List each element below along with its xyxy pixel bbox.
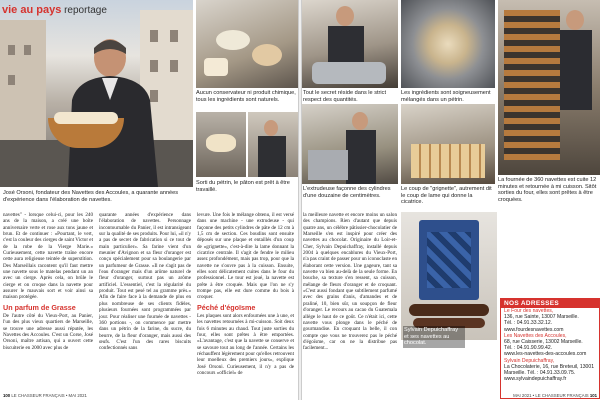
magazine-name-left: LE CHASSEUR FRANÇAIS • MAI 2021: [11, 393, 87, 398]
caption-hero: José Orsoni, fondateur des Navettes des Accoules, a quarante années d'expérience dans l'élaboration de navettes.: [3, 190, 179, 203]
article-column-1: [3, 212, 93, 390]
address-3-website[interactable]: www.sylvaindepuichaffray.fr: [504, 376, 567, 383]
page-number-right: 101: [589, 393, 597, 398]
kicker-reportage: reportage: [61, 5, 107, 16]
left-page: [0, 0, 298, 400]
hero-photo-jose-orsoni: [0, 0, 193, 187]
address-2-street: 68, rue Caisserie, 13002 Marseille.: [504, 339, 583, 346]
article-paragraph: Les plaques sont alors enfournées une à une, et les navettes retournées à mi-cuisson. Soit deux fois 6 minutes au chaud. Tout juste sorties du four, elles sont prêtes à être emportées. «L'avantage, c'est que la navette se conserve et se savoure tout au long de l'année. Certains les réchauffent légèrement pour qu'elles retrouvent leur moelleux des premiers jours», explique José Orsoni. Curieusement, il n'y a pas de concours «officiel» de: [197, 312, 294, 376]
article-paragraph: la meilleure navette et encore moins un salon des champions. Rien d'autant que depuis quatre ans, un célèbre pâtissier-chocolatier de Marseille s'en est inspiré pour créer des navettes au chocolat. Originaire du Loir-et-Cher, Sylvain Depuichaffray, installé depuis 2004 à quelques encablures du Vieux-Port, n'a pas craint de passer pour un iconoclaste en élaborant cette version. Une gageure, tant sa navette va bien au-delà de la seule forme. En bouche, sa texture s'en ressent, sa cuisson, mélange de fleurs d'oranger et de croquant. «C'est aussi fondant que subtilement parfumé avec des grains d'anis, d'amandes et de praliné, 10, bien sûr, un soupçon de fleur d'oranger. Le recours au cacao du Guatemala allège le haut de ce goût. Ce n'était ici, cette navette vous plonge dans le péché de gourmandise. En croquant la belle, il con compte que vous ne trouverez pas le péché d'égoïsme, car on ne la distribue pas facilement...: [303, 212, 397, 352]
article-paragraph: quarante années d'expérience dans l'élaboration de navettes. Personnage incontournable du Panier, il est intransigeant sur la qualité de ses produits. Pour lui, «il n'y a pas de secret de fabrication si ce tout de main particulier». Sa farine vient d'un meunier d'Avignon et sa fleur d'oranger est conçu spécialement pour sa boulangerie par un parfumeur de Grasse. «Il ne s'agit pas de l'eau d'oranger mais d'un arôme naturel de fleur d'oranger, surtout pas un arôme artificiel. L'essentiel, c'est la régularité du produit. Tout est pesé tel au gramme près.» Afin de faire face à la demande de plus en plus nombreuse de ses clients fidèles, plusieurs fournées sont programmées par jour. Pour réaliser une fournée de navettes - 360 portions -, on commence par mettre dans un pétrin de la farine, du sucre, du beurre, de la fleur d'oranger, mais aussi des œufs. C'est l'un des rares biscuits confectionnés sans: [99, 212, 191, 352]
article-column-2: [99, 212, 191, 390]
section-kicker: [2, 4, 107, 16]
address-1-name: Le Four des navettes,: [504, 308, 554, 314]
photo-chocolate-navettes: [401, 212, 497, 340]
address-1-street: 136, rue Sainte, 13007 Marseille.: [504, 314, 579, 321]
photo-kneading-machine: [401, 0, 495, 88]
article-column-4: [303, 212, 397, 390]
address-2-phone: Tél. : 04.91.90.99.42.: [504, 345, 553, 352]
right-page: [302, 0, 600, 400]
caption-chocolate: Sylvain Depuichaffray et ses navettes au chocolat.: [403, 326, 465, 348]
caption-quantites: Tout le secret réside dans le strict respect des quantités.: [303, 90, 387, 103]
article-paragraph: De l'autre côté du Vieux-Port, au Panier, l'un des plus vieux quartiers de Marseille, se trouve une adresse aussi réputée, les Navettes des Accoules. C'est un Corse, José Orsoni, maître artisan, qui a ouvert cette biscuiterie en 2000 avec plus de: [3, 312, 93, 351]
photo-grignette: [401, 104, 495, 184]
magazine-name-right: MAI 2021 • LE CHASSEUR FRANÇAIS: [513, 393, 589, 398]
caption-extrudeuse: L'extrudeuse façonne des cylindres d'une douzaine de centimètres.: [303, 186, 391, 199]
man-figure: [58, 30, 168, 187]
article-paragraph: navettes" - lorsque celui-ci, pour les 240 ans de la maison, a créé une boîte anniversaire verte et rose aux tons jaune et brun. Et de continuer : «Pourtant, le vert, c'est la couleur des cierges de saint Victor et de la robe de la Vierge Marie.» Curieusement, cette navette traîne encore cette aura religieuse teintée de superstition. Des Marseillais racontent qu'il faut mettre une navette sous le matelas pendant un an avec un cierge. Après cela, on brûle le cierge et on croque dans la navette pour assurer le mauvais sort et voir ainsi sa maison protégée.: [3, 212, 93, 301]
address-3-name: Sylvain Depuichaffray,: [504, 357, 555, 364]
page-footer-right: [513, 393, 597, 398]
photo-baker-working: [248, 112, 298, 177]
caption-petrin: Les ingrédients sont soigneusement mélangés dans un pétrin.: [401, 90, 491, 103]
page-footer-left: [3, 393, 87, 398]
subheading-parfum-de-grasse: Un parfum de Grasse: [3, 302, 76, 312]
address-1-website[interactable]: www.fourdesnavettes.com: [504, 326, 564, 333]
photo-ingredients: [196, 0, 298, 88]
address-3-street: La Chocolaterie, 16, rue Breteuil, 13001 Marseille. Tél. : 04.91.33.09.75.: [504, 363, 595, 377]
caption-grignette: Le coup de "grignette", autrement dit le coup de lame qui donne la cicatrice.: [401, 186, 492, 206]
address-2-website[interactable]: www.les-navettes-des-accoules.com: [504, 351, 587, 358]
photo-weighing-scale: [302, 0, 398, 88]
address-2-name: Les Navettes des Accoules,: [504, 332, 567, 339]
address-box-title: NOS ADRESSES: [501, 299, 599, 308]
address-box: [500, 298, 600, 399]
photo-oven-racks: [498, 0, 600, 175]
caption-fournee: La fournée de 360 navettes est cuite 12 minutes et retournée à mi cuisson. Sitôt sorties du four, elles sont prêtes à être croquées.: [498, 177, 597, 203]
photo-dough: [196, 112, 246, 177]
address-1-phone: Tél. : 04.91.33.32.12.: [504, 320, 553, 327]
article-column-3: [197, 212, 294, 390]
photo-extruder: [302, 104, 398, 184]
caption-ingredients: Aucun conservateur ni produit chimique, tous les ingrédients sont naturels.: [196, 90, 296, 103]
article-paragraph: levure. Une fois le mélange obtenu, il est versé dans une machine - une extrudeuse - qui façonne des petits cylindres de pâte de 12 cm à 1,5 cm de section. Ces boudins sont ensuite déposés sur une plaque et entaillés d'un coup de «grignette», c'est-à-dire la lame donnant la cicatrice centrale. Il s'agit de fendre le milieu assez profondément, mais pas trop, pour que la navette ne s'ouvre pas à la cuisson. Ensuite, elles sont délicatement cuites dans le four du professionnel. Le tour est joué, la navette est prête à être croquée. Mais que l'on ne s'y trompe pas, elle est dure comme du bois à croquer.: [197, 212, 294, 301]
kicker-vie-au-pays: vie au pays: [2, 4, 62, 16]
page-number-left: 100: [3, 393, 11, 398]
subheading-peche-d-egoisme: Péché d'égoïsme: [197, 302, 256, 312]
caption-paton: Sorti du pétrin, le pâton est prêt à être travaillé.: [196, 180, 290, 193]
navettes-bread: [54, 112, 118, 124]
